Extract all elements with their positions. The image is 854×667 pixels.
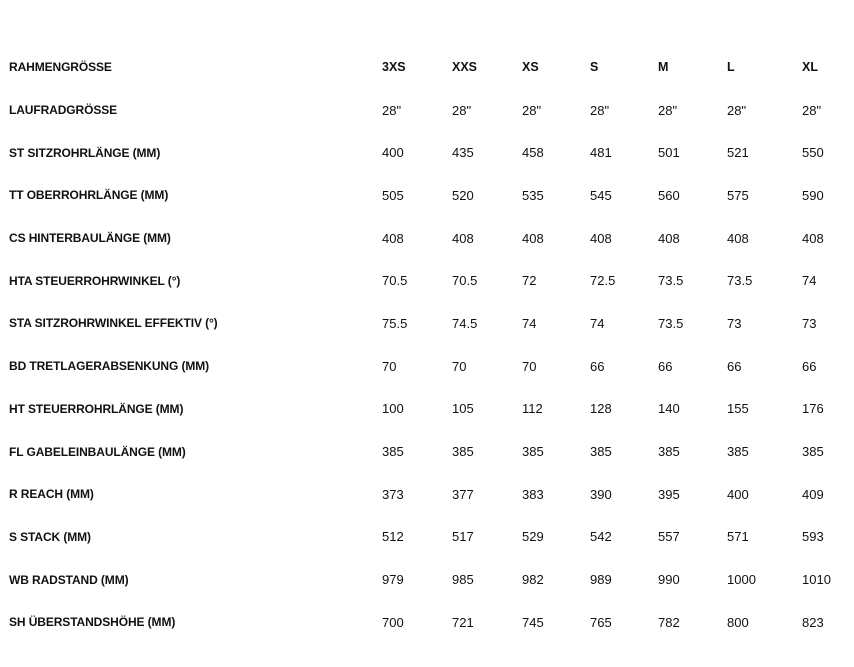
value-cell: 409 (802, 486, 824, 502)
size-header-xs: XS (522, 60, 539, 75)
value-cell: 100 (382, 401, 404, 417)
value-cell: 560 (658, 187, 680, 203)
value-cell: 408 (590, 230, 612, 246)
value-cell: 70 (452, 358, 467, 374)
value-cell: 28" (658, 102, 678, 118)
value-cell: 66 (802, 358, 817, 374)
value-cell: 745 (522, 614, 544, 630)
value-cell: 505 (382, 187, 404, 203)
row-label: BD TRETLAGERABSENKUNG (MM) (9, 359, 210, 374)
value-cell: 700 (382, 614, 404, 630)
value-cell: 542 (590, 529, 612, 545)
table-row (0, 430, 854, 473)
row-label: TT OBERROHRLÄNGE (MM) (9, 188, 169, 203)
value-cell: 529 (522, 529, 544, 545)
value-cell: 66 (590, 358, 605, 374)
table-row (0, 259, 854, 302)
table-row (0, 131, 854, 174)
row-label: STA SITZROHRWINKEL EFFEKTIV (°) (9, 316, 218, 331)
value-cell: 395 (658, 486, 680, 502)
value-cell: 70.5 (382, 273, 408, 289)
row-label: ST SITZROHRLÄNGE (MM) (9, 145, 161, 160)
value-cell: 377 (452, 486, 474, 502)
row-label: WB RADSTAND (MM) (9, 572, 129, 587)
table-row (0, 516, 854, 559)
value-cell: 517 (452, 529, 474, 545)
value-cell: 70 (522, 358, 537, 374)
value-cell: 990 (658, 572, 680, 588)
value-cell: 979 (382, 572, 404, 588)
value-cell: 557 (658, 529, 680, 545)
row-label: CS HINTERBAULÄNGE (MM) (9, 231, 171, 246)
value-cell: 28" (382, 102, 402, 118)
value-cell: 28" (522, 102, 542, 118)
value-cell: 373 (382, 486, 404, 502)
value-cell: 73.5 (727, 273, 753, 289)
value-cell: 73.5 (658, 273, 684, 289)
value-cell: 74.5 (452, 315, 478, 331)
table-row (0, 388, 854, 431)
value-cell: 385 (727, 444, 749, 460)
size-header-xl: XL (802, 60, 818, 75)
value-cell: 73 (802, 315, 817, 331)
value-cell: 408 (382, 230, 404, 246)
value-cell: 782 (658, 614, 680, 630)
value-cell: 75.5 (382, 315, 408, 331)
value-cell: 575 (727, 187, 749, 203)
row-label: R REACH (MM) (9, 487, 94, 502)
value-cell: 72.5 (590, 273, 616, 289)
value-cell: 400 (382, 145, 404, 161)
value-cell: 408 (658, 230, 680, 246)
row-label: SH ÜBERSTANDSHÖHE (MM) (9, 615, 176, 630)
value-cell: 501 (658, 145, 680, 161)
value-cell: 512 (382, 529, 404, 545)
value-cell: 408 (452, 230, 474, 246)
table-row (0, 302, 854, 345)
value-cell: 385 (382, 444, 404, 460)
value-cell: 74 (590, 315, 605, 331)
value-cell: 66 (727, 358, 742, 374)
value-cell: 390 (590, 486, 612, 502)
value-cell: 28" (802, 102, 822, 118)
table-row (0, 473, 854, 516)
size-header-m: M (658, 60, 669, 75)
value-cell: 521 (727, 145, 749, 161)
value-cell: 765 (590, 614, 612, 630)
value-cell: 74 (522, 315, 537, 331)
value-cell: 571 (727, 529, 749, 545)
table-row (0, 345, 854, 388)
value-cell: 535 (522, 187, 544, 203)
value-cell: 408 (802, 230, 824, 246)
value-cell: 823 (802, 614, 824, 630)
row-label: S STACK (MM) (9, 529, 91, 544)
value-cell: 721 (452, 614, 474, 630)
value-cell: 408 (522, 230, 544, 246)
value-cell: 458 (522, 145, 544, 161)
value-cell: 800 (727, 614, 749, 630)
row-label: HTA STEUERROHRWINKEL (°) (9, 273, 181, 288)
row-label: FL GABELEINBAULÄNGE (MM) (9, 444, 186, 459)
value-cell: 989 (590, 572, 612, 588)
value-cell: 1010 (802, 572, 831, 588)
value-cell: 66 (658, 358, 673, 374)
value-cell: 545 (590, 187, 612, 203)
value-cell: 28" (727, 102, 747, 118)
value-cell: 385 (522, 444, 544, 460)
size-header-3xs: 3XS (382, 60, 406, 75)
value-cell: 28" (452, 102, 472, 118)
value-cell: 1000 (727, 572, 756, 588)
value-cell: 70 (382, 358, 397, 374)
value-cell: 590 (802, 187, 824, 203)
value-cell: 593 (802, 529, 824, 545)
row-label: HT STEUERROHRLÄNGE (MM) (9, 401, 184, 416)
value-cell: 72 (522, 273, 537, 289)
geometry-table-body (0, 89, 854, 644)
geometry-table (0, 46, 854, 644)
table-row (0, 558, 854, 601)
value-cell: 982 (522, 572, 544, 588)
header-row (0, 46, 854, 89)
value-cell: 176 (802, 401, 824, 417)
value-cell: 985 (452, 572, 474, 588)
table-row (0, 89, 854, 132)
value-cell: 400 (727, 486, 749, 502)
value-cell: 385 (452, 444, 474, 460)
value-cell: 155 (727, 401, 749, 417)
value-cell: 128 (590, 401, 612, 417)
value-cell: 74 (802, 273, 817, 289)
size-header-s: S (590, 60, 599, 75)
table-row (0, 601, 854, 644)
value-cell: 385 (658, 444, 680, 460)
table-row (0, 174, 854, 217)
row-label: LAUFRADGRÖSSE (9, 103, 118, 118)
size-header-l: L (727, 60, 735, 75)
value-cell: 73 (727, 315, 742, 331)
value-cell: 408 (727, 230, 749, 246)
value-cell: 112 (522, 401, 543, 417)
value-cell: 550 (802, 145, 824, 161)
value-cell: 385 (590, 444, 612, 460)
value-cell: 105 (452, 401, 474, 417)
value-cell: 383 (522, 486, 544, 502)
table-row (0, 217, 854, 260)
value-cell: 28" (590, 102, 610, 118)
value-cell: 481 (590, 145, 612, 161)
header-label: RAHMENGRÖSSE (9, 60, 112, 75)
value-cell: 520 (452, 187, 474, 203)
value-cell: 435 (452, 145, 474, 161)
size-header-xxs: XXS (452, 60, 478, 75)
value-cell: 140 (658, 401, 680, 417)
value-cell: 73.5 (658, 315, 684, 331)
value-cell: 385 (802, 444, 824, 460)
value-cell: 70.5 (452, 273, 478, 289)
